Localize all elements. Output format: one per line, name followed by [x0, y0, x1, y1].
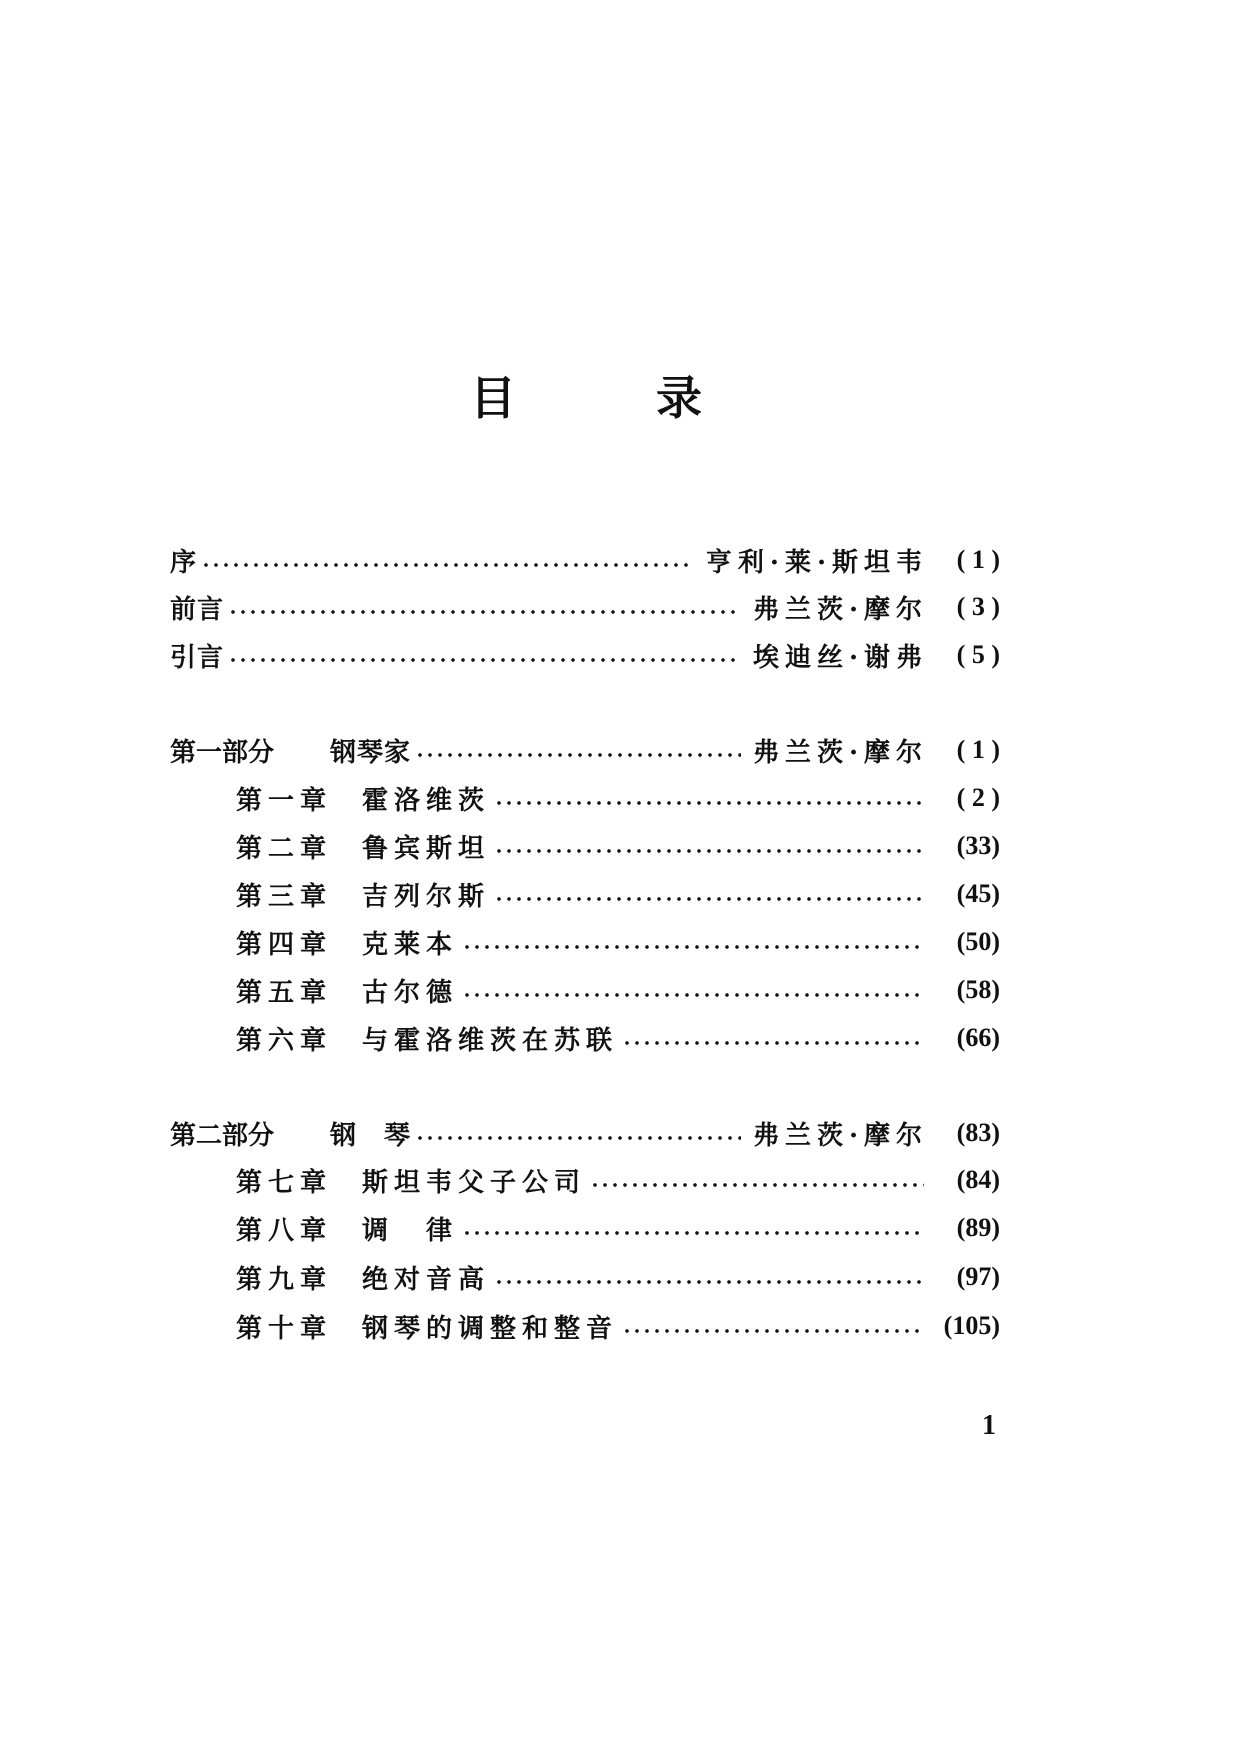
entry-page: ( 5 ) — [956, 640, 1000, 669]
dot-leader — [228, 657, 741, 663]
toc-chapter-1 — [236, 780, 1000, 816]
chapter-page: (50) — [956, 927, 1000, 956]
entry-label: 前言 — [170, 594, 225, 625]
chapter-page: (105) — [943, 1311, 1000, 1340]
toc-chapter-5 — [236, 972, 1000, 1008]
dot-leader — [494, 1279, 924, 1285]
chapter-number: 第九章 — [236, 1264, 333, 1295]
toc-chapter-8 — [236, 1210, 1000, 1246]
chapter-page: (97) — [956, 1262, 1000, 1291]
chapter-number: 第五章 — [236, 977, 333, 1008]
dot-leader — [462, 992, 924, 998]
chapter-title: 吉列尔斯 — [362, 881, 491, 912]
part-label: 钢琴家 — [330, 737, 412, 768]
toc-entry-preface — [170, 542, 1000, 578]
dot-leader — [494, 848, 924, 854]
toc-entry-introduction — [170, 637, 1000, 673]
chapter-page: (84) — [956, 1165, 1000, 1194]
dot-leader — [590, 1182, 924, 1188]
chapter-number: 第八章 — [236, 1215, 333, 1246]
dot-leader — [415, 1135, 741, 1141]
entry-page: ( 3 ) — [956, 592, 1000, 621]
chapter-page: ( 2 ) — [956, 783, 1000, 812]
chapter-page: (66) — [956, 1023, 1000, 1052]
part-label: 钢 琴 — [330, 1120, 412, 1151]
toc-title-char-1: 目 — [470, 371, 516, 425]
chapter-number: 第四章 — [236, 929, 333, 960]
entry-page: ( 1 ) — [956, 545, 1000, 574]
entry-label: 序 — [170, 547, 198, 578]
chapter-number: 第一章 — [236, 785, 333, 816]
chapter-title: 鲁宾斯坦 — [362, 833, 491, 864]
toc-chapter-3 — [236, 876, 1000, 912]
dot-leader — [415, 752, 741, 758]
chapter-page: (58) — [956, 975, 1000, 1004]
toc-part-2 — [170, 1115, 1000, 1151]
chapter-title: 克莱本 — [362, 929, 459, 960]
dot-leader — [622, 1040, 924, 1046]
part-author: 弗兰茨·摩尔 — [752, 737, 928, 768]
chapter-number: 第十章 — [236, 1313, 333, 1344]
part-number: 第一部分 — [170, 737, 275, 768]
part-number: 第二部分 — [170, 1120, 275, 1151]
chapter-page: (45) — [956, 879, 1000, 908]
entry-author: 弗兰茨·摩尔 — [752, 594, 928, 625]
chapter-title: 绝对音高 — [362, 1264, 491, 1295]
entry-author: 亨利·莱·斯坦韦 — [705, 547, 928, 578]
chapter-title: 钢琴的调整和整音 — [362, 1313, 619, 1344]
chapter-title: 霍洛维茨 — [362, 785, 491, 816]
toc-part-1 — [170, 732, 1000, 768]
toc-title-char-2: 录 — [656, 371, 702, 425]
dot-leader — [201, 562, 694, 568]
dot-leader — [622, 1328, 924, 1334]
chapter-number: 第六章 — [236, 1025, 333, 1056]
chapter-page: (89) — [956, 1213, 1000, 1242]
dot-leader — [462, 1230, 924, 1236]
chapter-title: 古尔德 — [362, 977, 459, 1008]
toc-chapter-4 — [236, 924, 1000, 960]
toc-chapter-2 — [236, 828, 1000, 864]
dot-leader — [462, 944, 924, 950]
part-author: 弗兰茨·摩尔 — [752, 1120, 928, 1151]
chapter-number: 第七章 — [236, 1167, 333, 1198]
chapter-number: 第二章 — [236, 833, 333, 864]
chapter-title: 斯坦韦父子公司 — [362, 1167, 587, 1198]
dot-leader — [494, 896, 924, 902]
toc-entry-foreword — [170, 589, 1000, 625]
part-page: ( 1 ) — [956, 735, 1000, 764]
toc-chapter-7 — [236, 1162, 1000, 1198]
dot-leader — [494, 800, 924, 806]
page-number: 1 — [982, 1410, 996, 1441]
dot-leader — [228, 609, 741, 615]
chapter-title: 与霍洛维茨在苏联 — [362, 1025, 619, 1056]
entry-label: 引言 — [170, 642, 225, 673]
toc-chapter-10 — [236, 1308, 1000, 1344]
chapter-page: (33) — [956, 831, 1000, 860]
chapter-title: 调 律 — [362, 1215, 459, 1246]
toc-chapter-9 — [236, 1259, 1000, 1295]
part-page: (83) — [956, 1118, 1000, 1147]
chapter-number: 第三章 — [236, 881, 333, 912]
toc-chapter-6 — [236, 1020, 1000, 1056]
entry-author: 埃迪丝·谢弗 — [752, 642, 928, 673]
